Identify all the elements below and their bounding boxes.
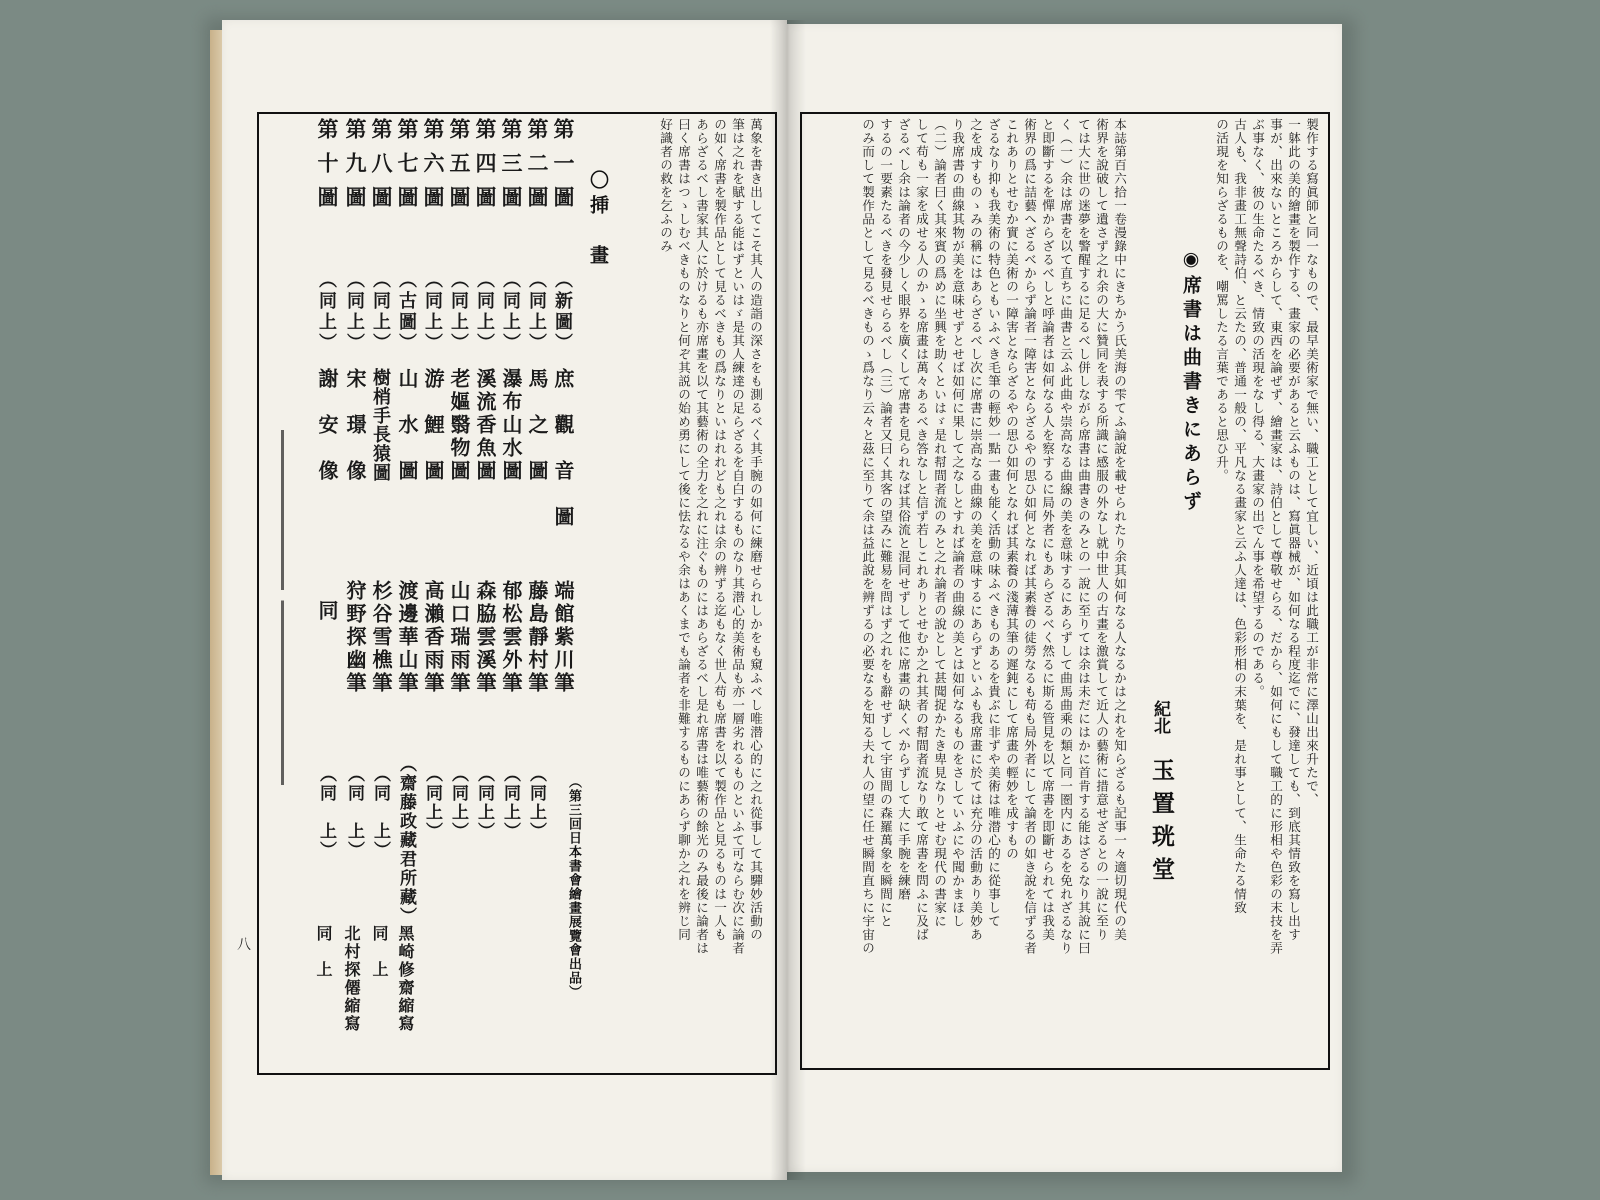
plate-number: 第七圖 (395, 118, 420, 220)
prose-column: 萬象を書き出してこそ其人の造詣の深さをも測るべく其手腕の如何に練磨せられしかをも窺ふべし唯潜心的に之れ從事して其驒妙活動の (748, 118, 763, 942)
plate-title: 老嫗翳物圖 (447, 368, 471, 483)
plate-title: 溪流香魚圖 (473, 368, 497, 483)
prose-column: ぶ事なく、彼の生命たるべき、情致の活現をなし得る、大畫家の出でん事を希望するのである。 (1250, 118, 1265, 699)
plate-artist: 杉谷雪樵筆 (369, 580, 393, 695)
plate-number: 第六圖 (421, 118, 446, 220)
plate-title: 游 鯉 圖 (421, 368, 445, 483)
plate-owner: （同上） (448, 765, 468, 841)
prose-column: 好識者の救を乞ふのみ (658, 118, 673, 253)
plate-owner: （同 上） (370, 765, 390, 860)
plate-artist: 郁松雲外筆 (499, 580, 523, 695)
copy-note: 北村探僊縮寫 (342, 925, 361, 1033)
plate-number: 第四圖 (473, 118, 498, 220)
plate-type: （同上） (422, 270, 443, 354)
prose-column: の活現を知らざるものを、嘲罵したる言葉であると思ひ升。 (1214, 118, 1229, 483)
prose-column: 筆は之れを賦する能はずといはゞ是其人練達の足らざるを自白するものなり其潜心的美術品も亦一層劣れるものといふて可ならむ次に論者 (730, 118, 745, 955)
plate-number: 第二圖 (525, 118, 550, 220)
plate-title: 樹梢手長猿圖 (370, 368, 391, 482)
plate-title: 宋 璟 像 (343, 368, 367, 483)
prose-column: 製作する寫眞師と同一なもので、最早美術家で無い、職工として宜しい、近頃は此職工が非常に澤山出來升たで、 (1304, 118, 1319, 807)
plate-artist: 森脇雲溪筆 (473, 580, 497, 695)
plate-owner: （同上） (526, 765, 546, 841)
plate-type: （新圖） (552, 270, 573, 354)
prose-column: ざるなり抑も我美術の特色ともいふべき毛筆の輕妙一點一畫も能く活動の味ふべきものあるを貴ぶに非ずや美術は唯潜心的に從事して (986, 118, 1001, 928)
prose-column: 事が、出來ないところからして、東西を論ぜず、繪畫家は、詩伯として尊敬せらる、だから、如何にもして職工的に形相や色彩の末技を弄 (1268, 118, 1283, 955)
prose-column: 一躰此の美的繪畫を製作する、畫家の必要があると云ふものは、寫眞器械が、如何なる程度迄でに、發達しても、到底其情致を寫し出す (1286, 118, 1301, 942)
prose-column: あらざるべし書家其人に於けるも亦席畫を以て其藝術の全力を之れに注ぐものにはあらざるべし是れ席書は唯藝術の餘光のみ最後に論者は (694, 118, 709, 955)
prose-column: 曰く席書はつゝしむべきものなりと何ぞ其説の始め勇にして後に怯なるや余はあくまでも論者を非難するものにあらず聊か之れを辨じ同 (676, 118, 691, 942)
plate-title: 庶 觀 音 圖 (551, 368, 575, 529)
prose-column: するの一要素たるべきを發見せらるべし（三）論者又曰く其客の望みに難易を問はず之れをも辭せずして宇宙間の森羅萬象を瞬間にと (878, 118, 893, 928)
plate-title: 瀑布山水圖 (499, 368, 523, 483)
article-title: ◉席書は曲書きにあらず (1180, 248, 1202, 515)
plate-owner: （同上） (422, 765, 442, 841)
prose-column: 術界を說破して遺さず之れ余の大に贊同を表する所識に感服の外なし就中世人の古畫を激賞して近人の藝術に措意せざるとの一說に至り (1094, 118, 1109, 942)
plate-type: （同上） (526, 270, 547, 354)
plate-owner: （同上） (474, 765, 494, 841)
prose-column: 之を成すものゝみの稱にはあらざるべし次に席書に崇高なる曲線の美を意味するにあらずといふも我席畫に於ては充分の活動あり美妙あ (968, 118, 983, 942)
plate-artist: 藤島靜村筆 (525, 580, 549, 695)
plates-exhibition-note: （第三回日本書會繪畫展覽會出品） (566, 775, 581, 999)
prose-column: （二）論者曰く其來賓の爲めに坐興を助くといはゞ是れ幇間者流のみと之れ論者の說として甚聞捉かたき卑見なりとせむ現代の書家に (932, 118, 947, 928)
plate-number: 第五圖 (447, 118, 472, 220)
prose-column: り我席書の曲線其物が美を意味せずとせば如何に果して之なしとすれば論者の曲線の美とは如何なるものをさしていふにや聞かまほし (950, 118, 965, 928)
plate-artist: 同 (315, 600, 339, 623)
plate-artist: 狩野探幽筆 (343, 580, 367, 695)
plate-type: （同上） (344, 270, 365, 354)
prose-column: 古人も、我非畫工無聲詩伯、と云たの、普通一般の、平凡なる畫家と云ふ人達は、色彩形相の末葉を、是れ事として、生命たる情致 (1232, 118, 1247, 915)
plate-type: （同上） (500, 270, 521, 354)
decorative-rule (281, 430, 284, 785)
prose-column: 術界の爲に詰藝へざるべからず論者一障害とならざるやの思ひ如何となれば其素養の徒勞なるも苟も局外者にして論者の如き說を信ずる者 (1022, 118, 1037, 955)
prose-column: ざるべし余は論者の今少しく眼界を廣くして席書を見られなば其俗流と混同せずして他に席畫の缺くべからずして大に手腕を練磨 (896, 118, 911, 901)
plate-number: 第一圖 (551, 118, 576, 220)
plate-type: （同上） (448, 270, 469, 354)
prose-column: のみ而して製作品として見るべきものゝ爲なり云々と茲に至りて余は益此說を辨ずるの必要なるを知る夫れ人の望に任せ瞬間直ちに宇宙の (860, 118, 875, 955)
plate-owner: （同上） (500, 765, 520, 841)
plate-title: 謝 安 像 (315, 368, 339, 483)
copy-note: 黑崎修齋縮寫 (396, 925, 415, 1033)
prose-column: く（一）余は席書を以て直ちに曲書と云ふ此曲や崇高なる曲線の美を意味するにあらずして曲馬曲乘の類と同一圏内にあるを免れざるなり (1058, 118, 1073, 955)
prose-column: これありとせむか實に美術の一障害とならざるやの思ひ如何となれば其素養の淺薄其筆の遲鈍にして席畫の輕妙を成すもの (1004, 118, 1019, 861)
plates-heading: 〇挿 畫 (587, 170, 609, 270)
plate-owner: （齋藤政藏君所藏） (396, 755, 416, 926)
prose-column: ては大に世の迷夢を警醒するに足るべし併しながら席書は曲書きのみとの一說に至りては余は未だにはかに首肯する能はざるなり其說に曰 (1076, 118, 1091, 955)
plate-title: 山 水 圖 (395, 368, 419, 483)
plate-type: （同上） (370, 270, 391, 354)
page-number: 八 (237, 937, 251, 953)
plate-type: （同上） (474, 270, 495, 354)
plate-number: 第三圖 (499, 118, 524, 220)
plate-owner: （同 上） (344, 765, 364, 860)
plate-artist: 渡邊華山筆 (395, 580, 419, 695)
plate-number: 第九圖 (343, 118, 368, 220)
copy-note: 同 上 (314, 925, 333, 979)
prose-column: と即斷するを憚からざるべしと呼論者は如何なる人を察するに局外者にもあらざるべく然るに斯る管見を以て席書を即斷せられては我美 (1040, 118, 1055, 942)
plate-title: 馬 之 圖 (525, 368, 549, 483)
copy-note: 同 上 (370, 925, 389, 979)
plate-type: （古圖） (396, 270, 417, 354)
author-prefix: 紀北 (1150, 700, 1170, 734)
plate-number: 第八圖 (369, 118, 394, 220)
plate-owner: （同 上） (316, 765, 336, 860)
plate-artist: 端館紫川筆 (551, 580, 575, 695)
author-name: 玉置珖堂 (1148, 758, 1175, 890)
plate-artist: 高瀨香雨筆 (421, 580, 445, 695)
prose-column: の如く席書を製作品として見るべきもの爲なりといはれれども之れは余の辨ずる迄もなく世人苟も席書を以て製作品と見るものは一人も (712, 118, 727, 942)
prose-column: 本誌第百六拾一卷漫錄中にきちかう氏美海の雫てふ論說を載せられたり余其如何なる人なるかは之れを知らざるも記事一々適切現代の美 (1112, 118, 1127, 942)
prose-column: して苟も一家を成せる人のかゝる席畫は萬々あるべき答なしと信ず若しこれありとせむか之れ其者の幇間者流なり敢て席書を問ふに及ば (914, 118, 929, 942)
plate-number: 第十圖 (315, 118, 340, 220)
plate-type: （同上） (316, 270, 337, 354)
plate-artist: 山口瑞雨筆 (447, 580, 471, 695)
